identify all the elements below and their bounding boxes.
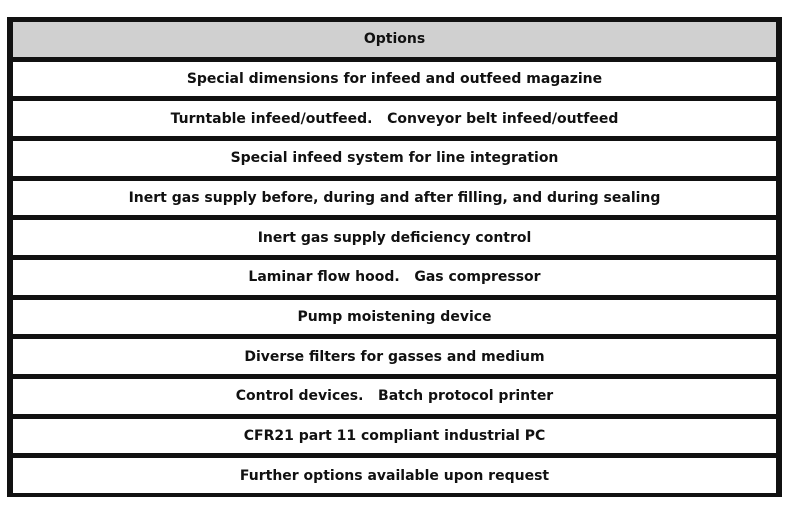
table-row: Diverse filters for gasses and medium: [13, 339, 776, 374]
table-row: Control devices. Batch protocol printer: [13, 379, 776, 414]
table-row: Inert gas supply before, during and after filling, and during sealing: [13, 181, 776, 216]
options-table-frame: [7, 17, 782, 497]
table-row: Special dimensions for infeed and outfeed magazine: [13, 62, 776, 97]
table-row: Turntable infeed/outfeed. Conveyor belt infeed/outfeed: [13, 101, 776, 136]
table-row: CFR21 part 11 compliant industrial PC: [13, 419, 776, 454]
table-header-options: Options: [13, 22, 776, 57]
table-row: Laminar flow hood. Gas compressor: [13, 260, 776, 295]
table-row: Pump moistening device: [13, 300, 776, 335]
table-row: Further options available upon request: [13, 458, 776, 493]
options-table: [13, 22, 776, 493]
table-row: Special infeed system for line integration: [13, 141, 776, 176]
table-row: Inert gas supply deficiency control: [13, 220, 776, 255]
